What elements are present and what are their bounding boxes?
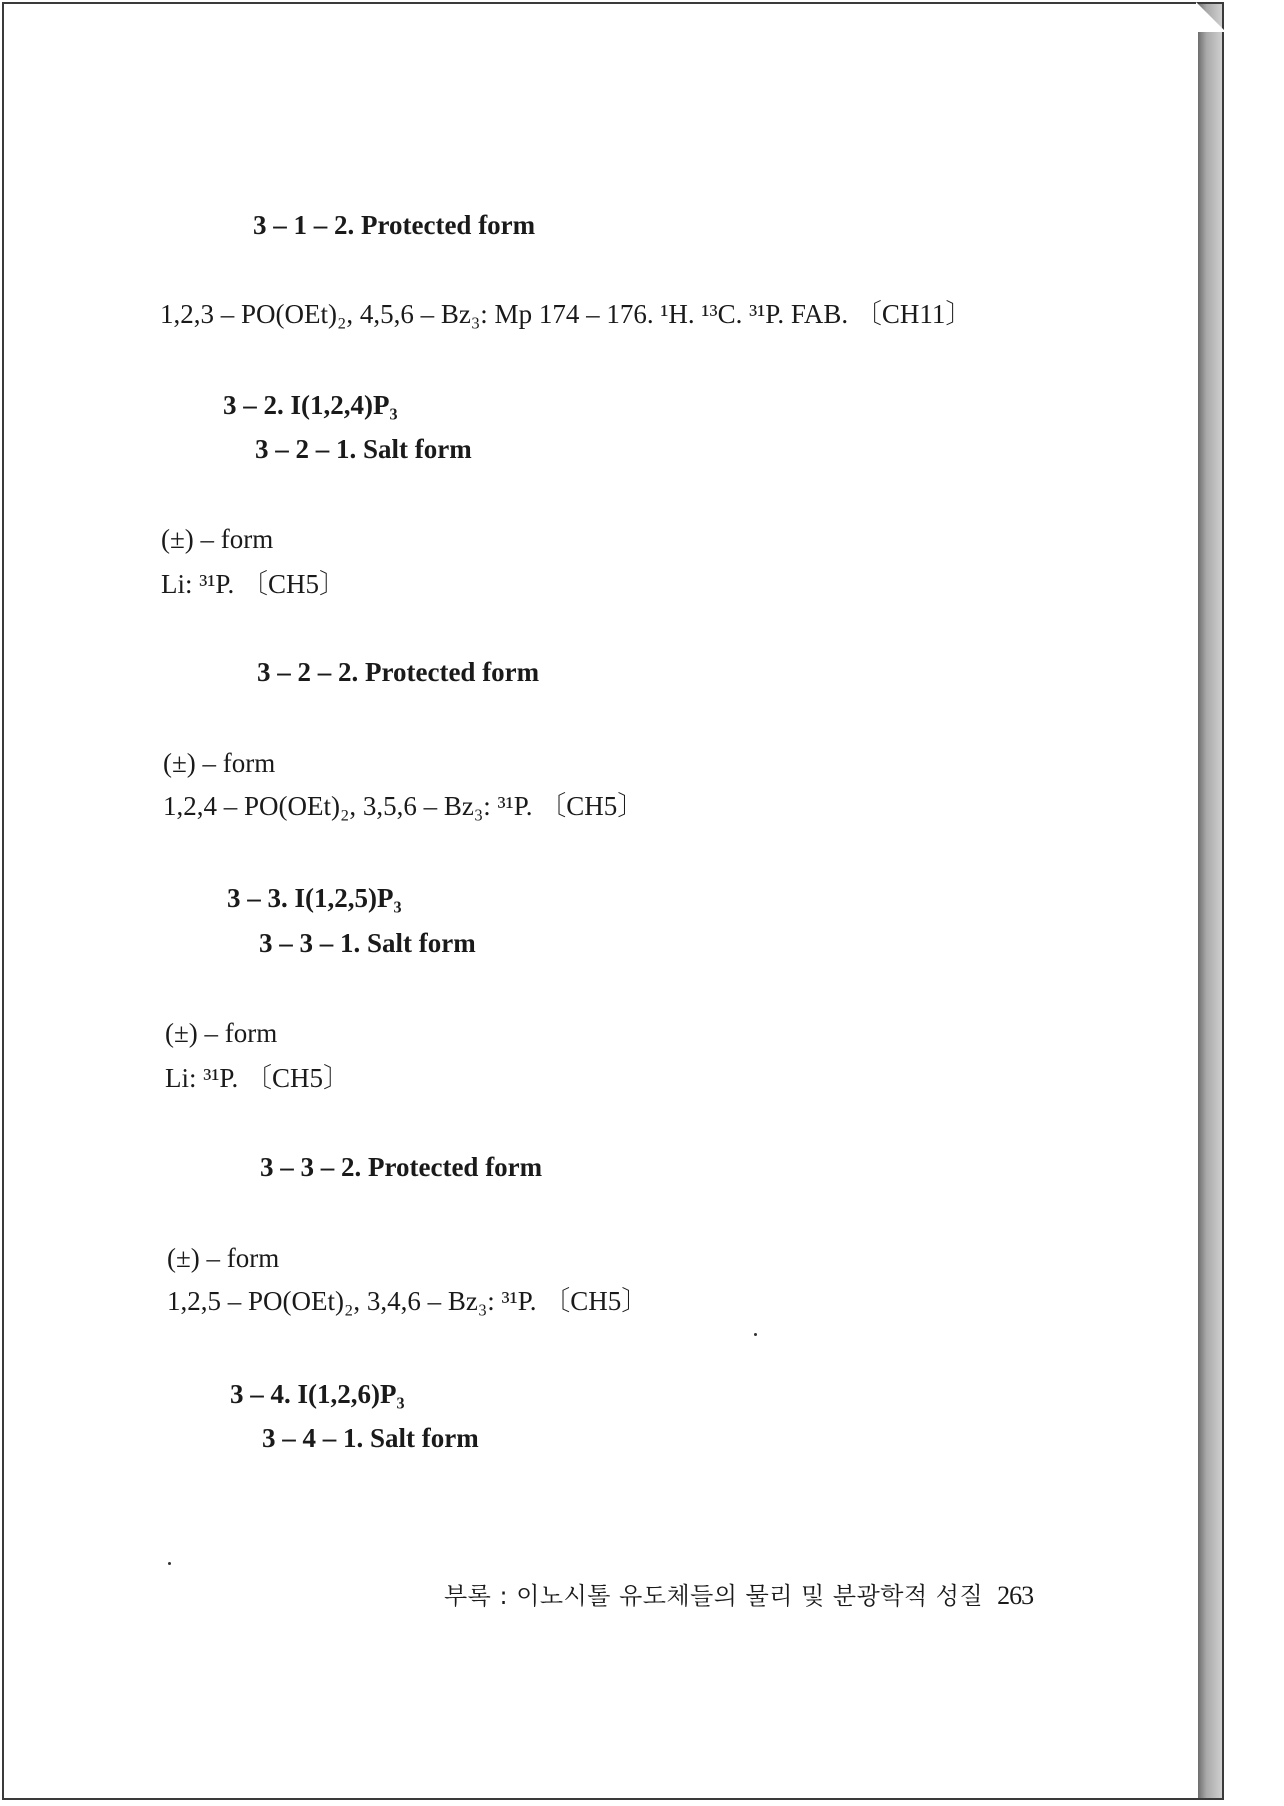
heading-3-2: 3 – 2. I(1,2,4)P₃ — [223, 390, 398, 420]
racemic-form-label: (±) – form — [165, 1018, 278, 1048]
racemic-form-label: (±) – form — [161, 524, 274, 554]
scan-speck — [168, 1562, 171, 1565]
lithium-salt-entry: Li: ³¹P. 〔CH5〕 — [165, 1063, 350, 1093]
compound-entry-124: 1,2,4 – PO(OEt)₂, 3,5,6 – Bz₃: ³¹P. 〔CH5〕 — [163, 791, 645, 821]
heading-3-1-2: 3 – 1 – 2. Protected form — [253, 210, 536, 240]
heading-3-2-1: 3 – 2 – 1. Salt form — [255, 434, 472, 464]
racemic-form-label: (±) – form — [167, 1243, 280, 1273]
lithium-salt-entry: Li: ³¹P. 〔CH5〕 — [161, 569, 346, 599]
compound-entry-125: 1,2,5 – PO(OEt)₂, 3,4,6 – Bz₃: ³¹P. 〔CH5〕 — [167, 1286, 649, 1316]
footer-title: 부록 : 이노시톨 유도체들의 물리 및 분광학적 성질 — [444, 1582, 984, 1610]
page-number: 263 — [997, 1581, 1034, 1610]
compound-entry-123: 1,2,3 – PO(OEt)₂, 4,5,6 – Bz₃: Mp 174 – 176. ¹H. ¹³C. ³¹P. FAB. 〔CH11〕 — [160, 299, 973, 329]
heading-3-3-1: 3 – 3 – 1. Salt form — [259, 928, 476, 958]
heading-3-3: 3 – 3. I(1,2,5)P₃ — [227, 883, 402, 913]
page-sheet — [2, 2, 1198, 1800]
scan-speck — [754, 1333, 757, 1336]
racemic-form-label: (±) – form — [163, 748, 276, 778]
page-edge-shadow — [1198, 2, 1224, 1800]
running-footer — [444, 1580, 1033, 1612]
heading-3-4-1: 3 – 4 – 1. Salt form — [262, 1423, 479, 1453]
heading-3-4: 3 – 4. I(1,2,6)P₃ — [230, 1379, 405, 1409]
heading-3-2-2: 3 – 2 – 2. Protected form — [257, 657, 540, 687]
heading-3-3-2: 3 – 3 – 2. Protected form — [260, 1152, 543, 1182]
